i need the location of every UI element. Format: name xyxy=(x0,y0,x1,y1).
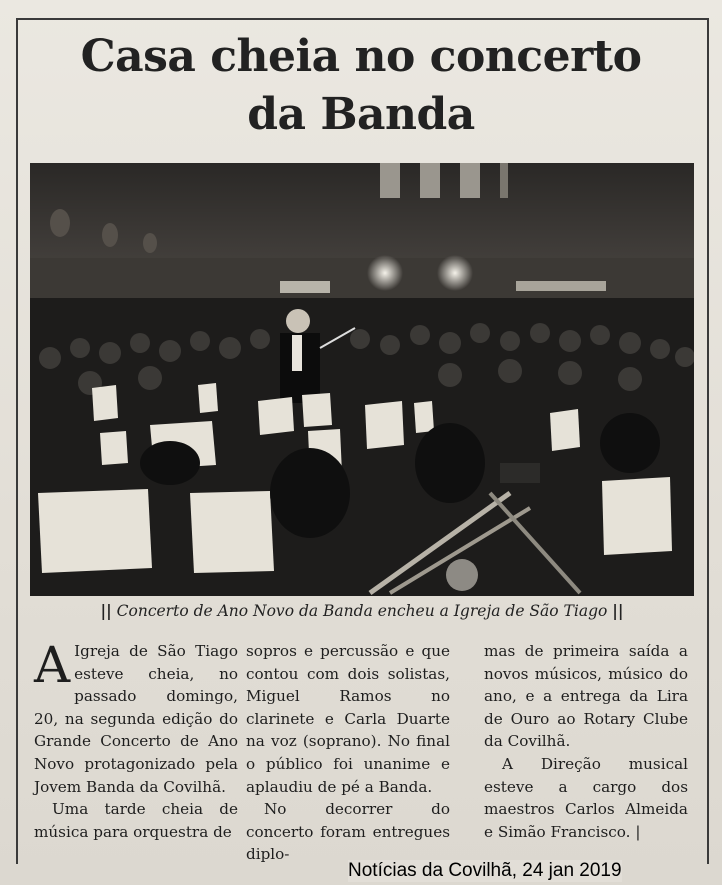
column-1-paragraph-2: Uma tarde cheia de música para orquestra de xyxy=(34,800,238,841)
headline xyxy=(28,28,694,144)
caption-bars-right: || xyxy=(612,601,624,620)
article-column-1 xyxy=(34,636,238,843)
headline-line-1: Casa cheia no concerto xyxy=(80,31,642,82)
column-3-paragraph-2: A Direção musical esteve a cargo dos maestros Carlos Almeida e Simão Francisco. | xyxy=(484,754,688,841)
caption-bars-left: || xyxy=(100,601,112,620)
concert-photo xyxy=(30,163,694,596)
article-column-3 xyxy=(484,640,688,843)
column-2-paragraph-1: sopros e percussão e que contou com dois solistas, Miguel Ramos no clarinete e Carla Duarte na voz (soprano). No final o público foi unanime e aplaudiu de pé a Banda. xyxy=(246,642,450,796)
column-1-text-1: Igreja de São Tiago esteve cheia, no passado domingo, 20, na segunda edição do Grande Concerto de Ano Novo protagonizado pela Jovem Banda da Covilhã. xyxy=(34,642,238,796)
drop-cap: A xyxy=(34,636,71,694)
column-1-paragraph-1 xyxy=(34,636,238,798)
column-2-paragraph-2: No decorrer do concerto foram entregues diplo- xyxy=(246,800,450,864)
concert-photo-illustration xyxy=(30,163,694,596)
column-3-paragraph-1: mas de primeira saída a novos músicos, músico do ano, e a entrega da Lira de Ouro ao Rotary Clube da Covilhã. xyxy=(484,642,688,751)
source-credit: Notícias da Covilhã, 24 jan 2019 xyxy=(348,860,622,881)
photo-caption xyxy=(30,601,694,620)
headline-line-2: da Banda xyxy=(247,89,475,140)
caption-text: Concerto de Ano Novo da Banda encheu a Igreja de São Tiago xyxy=(116,602,608,620)
article-column-2 xyxy=(246,640,450,866)
